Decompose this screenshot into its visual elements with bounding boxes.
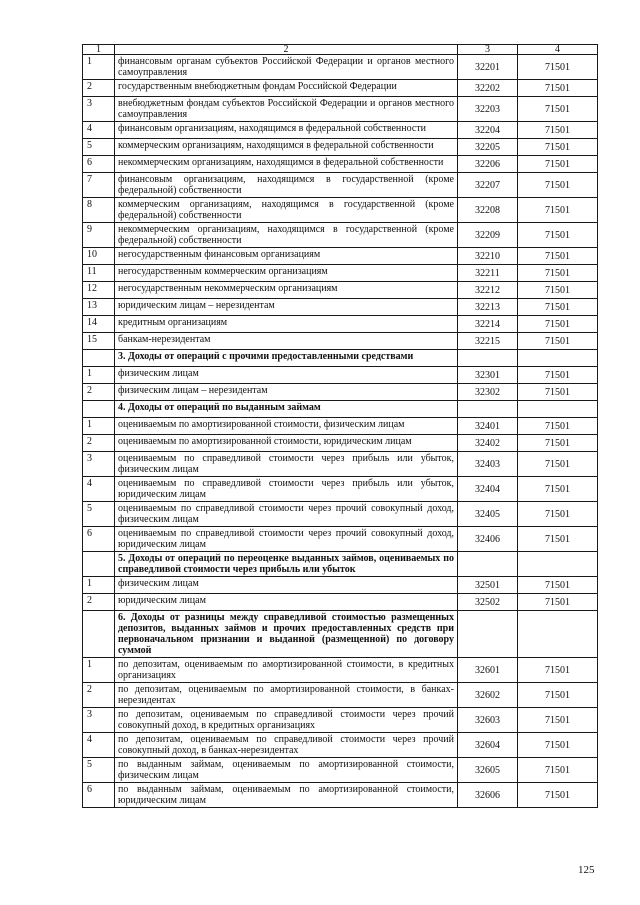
- row-number-cell: 5: [83, 502, 115, 527]
- table-row: [83, 248, 598, 265]
- accounts-table: [82, 44, 598, 808]
- row-article-code-cell: 71501: [518, 594, 598, 611]
- row-article-code-cell: 71501: [518, 783, 598, 808]
- row-account-code-cell: 32202: [458, 80, 518, 97]
- row-account-code-cell: [458, 552, 518, 577]
- row-account-code-cell: 32205: [458, 139, 518, 156]
- row-description-cell: оцениваемым по справедливой стоимости через прочий совокупный доход, физическим лицам: [115, 502, 458, 527]
- row-description-cell: некоммерческим организациям, находящимся в федеральной собственности: [115, 156, 458, 173]
- row-description-cell: финансовым организациям, находящимся в государственной (кроме федеральной) собственности: [115, 173, 458, 198]
- table-row: [83, 733, 598, 758]
- table-row: [83, 418, 598, 435]
- table-row: [83, 758, 598, 783]
- row-number-cell: 3: [83, 708, 115, 733]
- row-description-cell: физическим лицам – нерезидентам: [115, 384, 458, 401]
- row-description-cell: по депозитам, оцениваемым по амортизированной стоимости, в банках-нерезидентах: [115, 683, 458, 708]
- column-header-2: 2: [115, 45, 458, 55]
- column-header-4: 4: [518, 45, 598, 55]
- row-number-cell: 2: [83, 80, 115, 97]
- row-description-cell: финансовым органам субъектов Российской Федерации и органов местного самоуправления: [115, 55, 458, 80]
- row-number-cell: 7: [83, 173, 115, 198]
- row-description-cell: оцениваемым по амортизированной стоимости, физическим лицам: [115, 418, 458, 435]
- row-account-code-cell: 32501: [458, 577, 518, 594]
- table-row: [83, 333, 598, 350]
- row-article-code-cell: 71501: [518, 733, 598, 758]
- row-number-cell: 14: [83, 316, 115, 333]
- row-description-cell: 5. Доходы от операций по переоценке выданных займов, оцениваемых по справедливой стоимости через прибыль или убыток: [115, 552, 458, 577]
- row-article-code-cell: 71501: [518, 452, 598, 477]
- row-account-code-cell: [458, 401, 518, 418]
- row-article-code-cell: 71501: [518, 367, 598, 384]
- row-number-cell: 3: [83, 97, 115, 122]
- section-heading-row: [83, 611, 598, 658]
- row-description-cell: по выданным займам, оцениваемым по амортизированной стоимости, физическим лицам: [115, 758, 458, 783]
- row-account-code-cell: 32203: [458, 97, 518, 122]
- row-article-code-cell: [518, 552, 598, 577]
- row-article-code-cell: 71501: [518, 248, 598, 265]
- row-account-code-cell: 32211: [458, 265, 518, 282]
- row-article-code-cell: [518, 350, 598, 367]
- row-account-code-cell: 32206: [458, 156, 518, 173]
- table-row: [83, 435, 598, 452]
- row-account-code-cell: 32301: [458, 367, 518, 384]
- table-row: [83, 55, 598, 80]
- row-account-code-cell: 32605: [458, 758, 518, 783]
- table-row: [83, 299, 598, 316]
- document-page: [82, 44, 597, 808]
- table-row: [83, 658, 598, 683]
- row-article-code-cell: 71501: [518, 55, 598, 80]
- table-row: [83, 198, 598, 223]
- section-heading-row: [83, 401, 598, 418]
- row-number-cell: 13: [83, 299, 115, 316]
- row-account-code-cell: 32210: [458, 248, 518, 265]
- table-row: [83, 80, 598, 97]
- row-description-cell: по депозитам, оцениваемым по справедливой стоимости через прочий совокупный доход, в кредитных организациях: [115, 708, 458, 733]
- row-account-code-cell: 32215: [458, 333, 518, 350]
- row-description-cell: коммерческим организациям, находящимся в федеральной собственности: [115, 139, 458, 156]
- table-row: [83, 97, 598, 122]
- row-description-cell: по депозитам, оцениваемым по справедливой стоимости через прочий совокупный доход, в банках-нерезидентах: [115, 733, 458, 758]
- row-article-code-cell: 71501: [518, 418, 598, 435]
- page-number: 125: [578, 864, 595, 876]
- table-row: [83, 122, 598, 139]
- row-account-code-cell: 32502: [458, 594, 518, 611]
- row-account-code-cell: 32604: [458, 733, 518, 758]
- row-number-cell: 2: [83, 683, 115, 708]
- row-number-cell: 4: [83, 477, 115, 502]
- row-account-code-cell: 32212: [458, 282, 518, 299]
- table-row: [83, 452, 598, 477]
- row-number-cell: 8: [83, 198, 115, 223]
- table-row: [83, 477, 598, 502]
- row-description-cell: негосударственным финансовым организациям: [115, 248, 458, 265]
- row-description-cell: по депозитам, оцениваемым по амортизированной стоимости, в кредитных организациях: [115, 658, 458, 683]
- row-article-code-cell: 71501: [518, 477, 598, 502]
- row-description-cell: физическим лицам: [115, 367, 458, 384]
- row-account-code-cell: 32213: [458, 299, 518, 316]
- row-account-code-cell: 32302: [458, 384, 518, 401]
- row-description-cell: некоммерческим организациям, находящимся в государственной (кроме федеральной) собственности: [115, 223, 458, 248]
- row-article-code-cell: 71501: [518, 708, 598, 733]
- row-article-code-cell: 71501: [518, 758, 598, 783]
- row-account-code-cell: 32603: [458, 708, 518, 733]
- row-account-code-cell: 32405: [458, 502, 518, 527]
- row-number-cell: 15: [83, 333, 115, 350]
- section-heading-row: [83, 552, 598, 577]
- row-article-code-cell: 71501: [518, 80, 598, 97]
- row-account-code-cell: 32601: [458, 658, 518, 683]
- row-account-code-cell: 32209: [458, 223, 518, 248]
- row-number-cell: 1: [83, 577, 115, 594]
- row-number-cell: [83, 611, 115, 658]
- row-number-cell: 6: [83, 527, 115, 552]
- row-number-cell: 1: [83, 367, 115, 384]
- table-body: [83, 45, 598, 808]
- row-description-cell: коммерческим организациям, находящимся в государственной (кроме федеральной) собственности: [115, 198, 458, 223]
- row-description-cell: 3. Доходы от операций с прочими предоставленными средствами: [115, 350, 458, 367]
- row-account-code-cell: 32406: [458, 527, 518, 552]
- row-number-cell: 10: [83, 248, 115, 265]
- table-row: [83, 156, 598, 173]
- row-article-code-cell: 71501: [518, 156, 598, 173]
- row-account-code-cell: [458, 350, 518, 367]
- row-account-code-cell: 32208: [458, 198, 518, 223]
- table-row: [83, 367, 598, 384]
- row-description-cell: 6. Доходы от разницы между справедливой стоимостью размещенных депозитов, выданных займов и прочих предоставленных средств при первоначальном признании и выданной (размещенной) по договору суммой: [115, 611, 458, 658]
- row-article-code-cell: 71501: [518, 683, 598, 708]
- row-description-cell: государственным внебюджетным фондам Российской Федерации: [115, 80, 458, 97]
- table-row: [83, 577, 598, 594]
- table-row: [83, 594, 598, 611]
- row-number-cell: 1: [83, 658, 115, 683]
- row-number-cell: 4: [83, 733, 115, 758]
- table-header-row: [83, 45, 598, 55]
- row-description-cell: финансовым организациям, находящимся в федеральной собственности: [115, 122, 458, 139]
- row-article-code-cell: 71501: [518, 198, 598, 223]
- table-row: [83, 683, 598, 708]
- row-description-cell: физическим лицам: [115, 577, 458, 594]
- row-article-code-cell: 71501: [518, 299, 598, 316]
- row-number-cell: 2: [83, 435, 115, 452]
- row-account-code-cell: 32204: [458, 122, 518, 139]
- row-account-code-cell: 32214: [458, 316, 518, 333]
- table-row: [83, 502, 598, 527]
- row-account-code-cell: 32404: [458, 477, 518, 502]
- row-article-code-cell: 71501: [518, 173, 598, 198]
- row-description-cell: банкам-нерезидентам: [115, 333, 458, 350]
- row-account-code-cell: 32403: [458, 452, 518, 477]
- column-header-3: 3: [458, 45, 518, 55]
- table-row: [83, 384, 598, 401]
- table-row: [83, 173, 598, 198]
- row-article-code-cell: 71501: [518, 316, 598, 333]
- row-account-code-cell: 32201: [458, 55, 518, 80]
- row-number-cell: 6: [83, 156, 115, 173]
- row-number-cell: 9: [83, 223, 115, 248]
- row-description-cell: внебюджетным фондам субъектов Российской Федерации и органов местного самоуправления: [115, 97, 458, 122]
- row-description-cell: оцениваемым по справедливой стоимости через прочий совокупный доход, юридическим лицам: [115, 527, 458, 552]
- table-row: [83, 783, 598, 808]
- row-description-cell: оцениваемым по амортизированной стоимости, юридическим лицам: [115, 435, 458, 452]
- table-row: [83, 527, 598, 552]
- row-description-cell: кредитным организациям: [115, 316, 458, 333]
- row-number-cell: 1: [83, 55, 115, 80]
- row-number-cell: 3: [83, 452, 115, 477]
- row-article-code-cell: 71501: [518, 122, 598, 139]
- row-article-code-cell: 71501: [518, 333, 598, 350]
- row-number-cell: [83, 401, 115, 418]
- row-account-code-cell: 32207: [458, 173, 518, 198]
- row-article-code-cell: 71501: [518, 223, 598, 248]
- table-row: [83, 223, 598, 248]
- row-description-cell: негосударственным коммерческим организациям: [115, 265, 458, 282]
- row-article-code-cell: 71501: [518, 435, 598, 452]
- row-description-cell: юридическим лицам: [115, 594, 458, 611]
- row-number-cell: [83, 552, 115, 577]
- column-header-1: 1: [83, 45, 115, 55]
- row-article-code-cell: 71501: [518, 502, 598, 527]
- row-article-code-cell: 71501: [518, 139, 598, 156]
- row-number-cell: 2: [83, 594, 115, 611]
- row-account-code-cell: 32402: [458, 435, 518, 452]
- row-number-cell: [83, 350, 115, 367]
- row-description-cell: негосударственным некоммерческим организациям: [115, 282, 458, 299]
- row-number-cell: 6: [83, 783, 115, 808]
- row-article-code-cell: 71501: [518, 384, 598, 401]
- row-description-cell: юридическим лицам – нерезидентам: [115, 299, 458, 316]
- row-article-code-cell: 71501: [518, 97, 598, 122]
- row-description-cell: оцениваемым по справедливой стоимости через прибыль или убыток, физическим лицам: [115, 452, 458, 477]
- row-description-cell: 4. Доходы от операций по выданным займам: [115, 401, 458, 418]
- table-row: [83, 316, 598, 333]
- row-article-code-cell: 71501: [518, 527, 598, 552]
- row-description-cell: по выданным займам, оцениваемым по амортизированной стоимости, юридическим лицам: [115, 783, 458, 808]
- row-account-code-cell: 32401: [458, 418, 518, 435]
- row-article-code-cell: 71501: [518, 577, 598, 594]
- row-article-code-cell: 71501: [518, 282, 598, 299]
- row-number-cell: 1: [83, 418, 115, 435]
- row-number-cell: 11: [83, 265, 115, 282]
- row-article-code-cell: [518, 401, 598, 418]
- table-row: [83, 282, 598, 299]
- row-article-code-cell: 71501: [518, 265, 598, 282]
- section-heading-row: [83, 350, 598, 367]
- row-number-cell: 5: [83, 758, 115, 783]
- row-number-cell: 5: [83, 139, 115, 156]
- row-article-code-cell: 71501: [518, 658, 598, 683]
- row-number-cell: 12: [83, 282, 115, 299]
- row-account-code-cell: 32606: [458, 783, 518, 808]
- row-account-code-cell: [458, 611, 518, 658]
- row-description-cell: оцениваемым по справедливой стоимости через прибыль или убыток, юридическим лицам: [115, 477, 458, 502]
- table-row: [83, 708, 598, 733]
- row-account-code-cell: 32602: [458, 683, 518, 708]
- row-article-code-cell: [518, 611, 598, 658]
- table-row: [83, 265, 598, 282]
- row-number-cell: 4: [83, 122, 115, 139]
- table-row: [83, 139, 598, 156]
- row-number-cell: 2: [83, 384, 115, 401]
